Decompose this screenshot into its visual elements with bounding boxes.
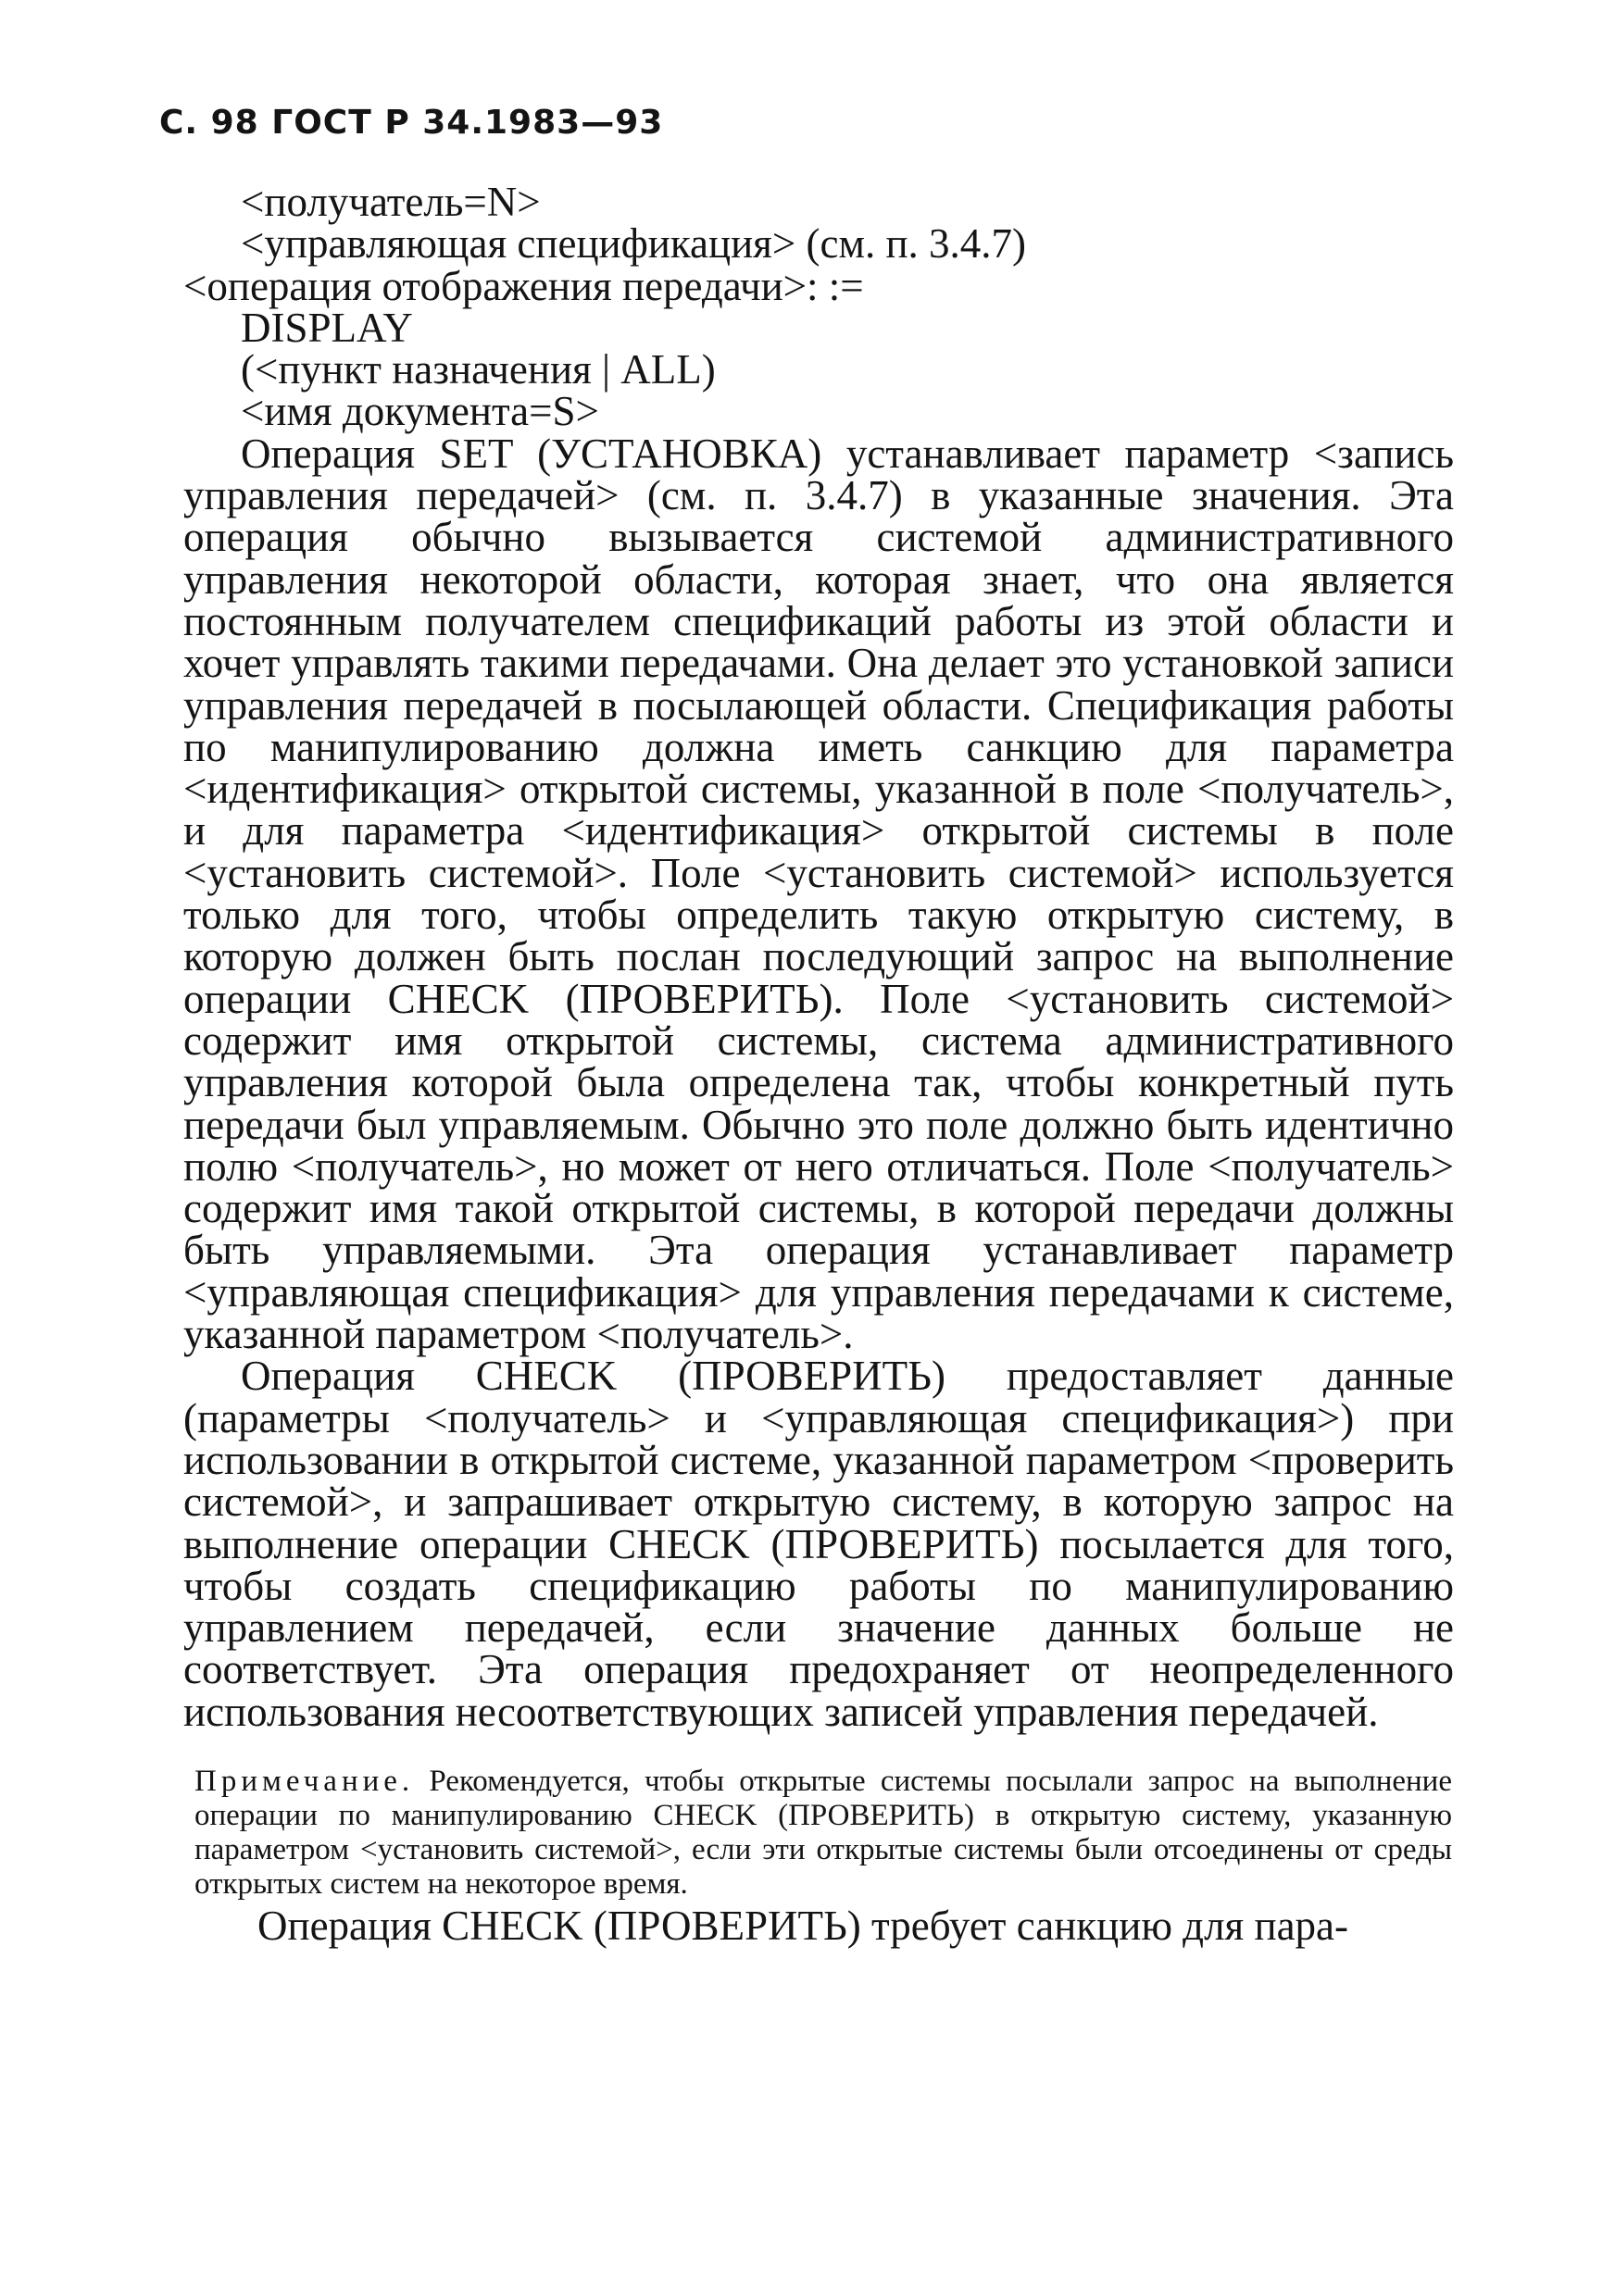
syntax-line: (<пункт назначения | ALL) bbox=[241, 346, 716, 393]
syntax-line: <получатель=N> bbox=[241, 179, 541, 225]
page-header: С. 98 ГОСТ Р 34.1983—93 bbox=[159, 104, 664, 142]
syntax-line: <управляющая спецификация> (см. п. 3.4.7) bbox=[241, 220, 1027, 268]
note-block bbox=[194, 1765, 1452, 1902]
paragraph-set-operation: Операция SET (УСТАНОВКА) устанавливает параметр <запись управления передачей> (см. п. 3.4.7) в указанные значения. Эта операция обычно вызывается системой административного управления некоторой области, которая знает, что она является постоянным получателем спецификаций работы из этой области и хочет управлять такими передачами. Она делает это установкой записи управления передачей в посылающей области. Спецификация работы по манипулированию должна иметь санкцию для параметра <идентификация> открытой системы, указанной в поле <получатель>, и для параметра <идентификация> открытой системы в поле <установить системой>. Поле <установить системой> используется только для того, чтобы определить такую открытую систему, в которую должен быть послан последующий запрос на выполнение операции CHECK (ПРОВЕРИТЬ). Поле <установить системой> содержит имя открытой системы, система административного управления которой была определена так, чтобы конкретный путь передачи был управляемым. Обычно это поле должно быть идентично полю <получатель>, но может от него отличаться. Поле <получатель> содержит имя такой открытой системы, в которой передачи должны быть управляемыми. Эта операция устанавливает параметр <управляющая спецификация> для управления передачами к системе, указанной параметром <получатель>. bbox=[183, 430, 1454, 1358]
final-line: Операция CHECK (ПРОВЕРИТЬ) требует санкцию для пара- bbox=[257, 1903, 1348, 1949]
syntax-line: DISPLAY bbox=[241, 304, 413, 351]
note-label: Примечание. bbox=[194, 1765, 415, 1798]
syntax-line: <операция отображения передачи>: := bbox=[183, 262, 864, 309]
syntax-line: <имя документа=S> bbox=[241, 388, 599, 435]
document-body bbox=[183, 181, 1454, 1733]
note-text: Рекомендуется, чтобы открытые системы посылали запрос на выполнение операции по манипулированию CHECK (ПРОВЕРИТЬ) в открытую систему, указанную параметром <установить системой>, если эти открытые системы были отсоединены от среды открытых систем на некоторое время. bbox=[194, 1765, 1452, 1901]
paragraph-check-operation: Операция CHECK (ПРОВЕРИТЬ) предоставляет данные (параметры <получатель> и <управляющая спецификация>) при использовании в открытой системе, указанной параметром <проверить системой>, и запрашивает открытую систему, в которую запрос на выполнение операции CHECK (ПРОВЕРИТЬ) посылается для того, чтобы создать спецификацию работы по манипулированию управлением передачей, если значение данных больше не соответствует. Эта операция предохраняет от неопределенного использования несоответствующих записей управления передачей. bbox=[183, 1353, 1454, 1735]
